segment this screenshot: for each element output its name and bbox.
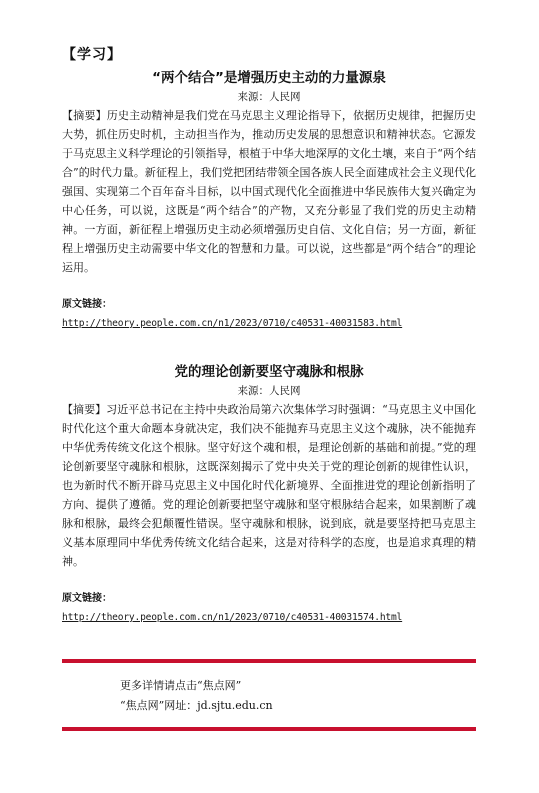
article-source: 来源：人民网 [237,91,301,103]
abstract-label: 【摘要】 [62,403,107,416]
link-label: 原文链接： [62,299,112,310]
footer-line-1: 更多详情请点击“焦点网” [120,679,242,692]
article-abstract [62,106,476,277]
link-label: 原文链接： [62,593,112,604]
section-tag: 【学习】 [62,47,122,63]
article-source: 来源：人民网 [237,385,301,397]
article-1 [62,68,476,332]
abstract-text: 习近平总书记在主持中央政治局第六次集体学习时强调：“马克思主义中国化时代化这个重大命题本身就决定，我们决不能抛弃马克思主义这个魂脉，决不能抛弃中华优秀传统文化这个根脉。坚守好这个魂和根，是理论创新的基础和前提。”党的理论创新要坚守魂脉和根脉，这既深刻揭示了党中央关于党的理论创新的规律性认识，也为新时代不断开辟马克思主义中国化时代化新境界、全面推进党的理论创新指明了方向、提供了遵循。党的理论创新要把坚守魂脉和坚守根脉结合起来，如果割断了魂脉和根脉，最终会犯颠覆性错误。坚守魂脉和根脉，说到底，就是要坚持把马克思主义基本原理同中华优秀传统文化结合起来，这是对待科学的态度，也是追求真理的精神。 [62,403,477,568]
abstract-text: 历史主动精神是我们党在马克思主义理论指导下，依据历史规律，把握历史大势，抓住历史时机，主动担当作为，推动历史发展的思想意识和精神状态。它源发于马克思主义科学理论的引领指导，根植于中华大地深厚的文化土壤，来自于“两个结合”的时代力量。新征程上，我们党把团结带领全国各族人民全面建成社会主义现代化强国、实现第二个百年奋斗目标，以中国式现代化全面推进中华民族伟大复兴确定为中心任务，可以说，这既是“两个结合”的产物，又充分彰显了我们党的历史主动精神。一方面，新征程上增强历史主动必须增强历史自信、文化自信；另一方面，新征程上增强历史主动需要中华文化的智慧和力量。可以说，这些都是“两个结合”的理论运用。 [62,109,477,274]
red-divider-bottom [62,727,476,731]
article-abstract [62,400,476,571]
footer-line-2[interactable]: “焦点网”网址：jd.sjtu.edu.cn [120,699,273,712]
abstract-label: 【摘要】 [62,109,107,122]
article-title: “两个结合”是增强历史主动的力量源泉 [152,70,386,86]
article-2 [62,362,476,626]
article-link[interactable]: http://theory.people.com.cn/n1/2023/0710/c40531-40031583.html [62,318,403,329]
article-title: 党的理论创新要坚守魂脉和根脉 [174,364,364,380]
footer [120,676,273,716]
article-link[interactable]: http://theory.people.com.cn/n1/2023/0710/c40531-40031574.html [62,612,403,623]
red-divider-top [62,659,476,663]
